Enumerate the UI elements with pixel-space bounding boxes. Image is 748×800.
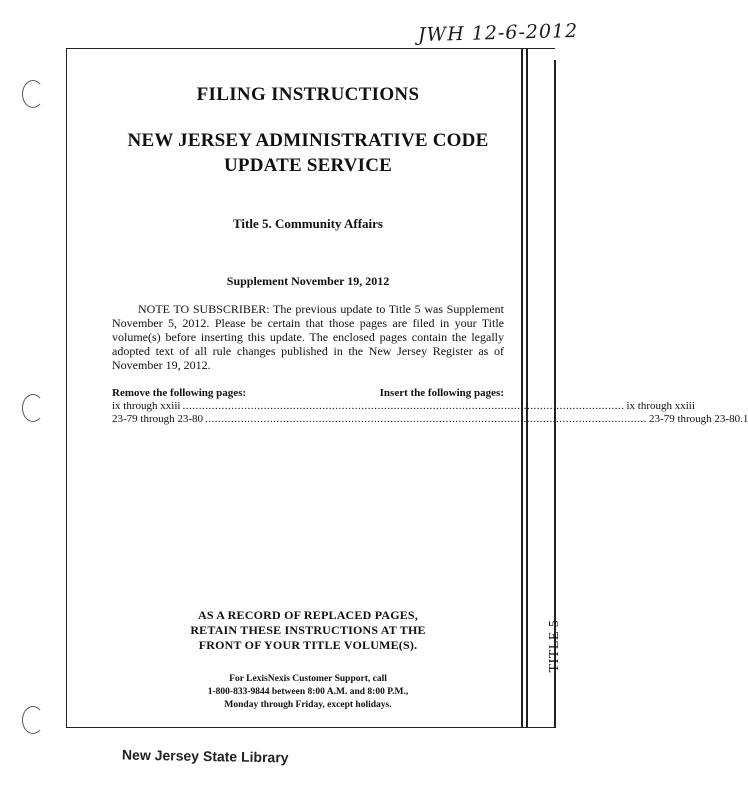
subscriber-note: NOTE TO SUBSCRIBER: The previous update to Title 5 was Supplement November 5, 2012. Please be certain that those pages are filed in your Title volume(s) before inserting this update. The enclosed pages contain the legally adopted text of all rule changes published in the New Jersey Register as of November 19, 2012. xyxy=(112,302,504,372)
document-body xyxy=(112,84,748,426)
spine-tab-label: TITLE 5 xyxy=(547,619,562,673)
insert-pages-header: Insert the following pages: xyxy=(379,387,504,399)
record-line: FRONT OF YOUR TITLE VOLUME(S). xyxy=(198,638,418,652)
tab-divider-line xyxy=(526,48,528,728)
record-line: AS A RECORD OF REPLACED PAGES, xyxy=(197,608,419,622)
document-subtitle: Title 5. Community Affairs xyxy=(233,216,383,231)
binder-hole-icon xyxy=(22,706,44,734)
support-line: Monday through Friday, except holidays. xyxy=(224,700,392,710)
record-line: RETAIN THESE INSTRUCTIONS AT THE xyxy=(190,623,426,637)
code-title-line: NEW JERSEY ADMINISTRATIVE CODE xyxy=(127,130,489,151)
support-line: For LexisNexis Customer Support, call xyxy=(229,674,387,684)
binder-hole-icon xyxy=(22,394,44,422)
document-title: FILING INSTRUCTIONS xyxy=(196,84,420,105)
table-row xyxy=(112,400,695,413)
page-table-header xyxy=(112,387,504,400)
remove-pages-cell: 23-79 through 23-80 xyxy=(112,413,204,425)
record-instructions xyxy=(112,608,504,712)
support-line: 1-800-833-9844 between 8:00 A.M. and 8:00 P.M., xyxy=(207,687,409,697)
dot-leader: ........................................................................................................................................ xyxy=(182,400,625,412)
customer-support-info xyxy=(112,673,504,712)
library-stamp: New Jersey State Library xyxy=(121,746,289,766)
page-replacement-table xyxy=(112,387,748,426)
handwritten-annotation: JWH 12-6-2012 xyxy=(417,19,579,47)
remove-pages-header: Remove the following pages: xyxy=(112,387,247,399)
tab-divider-line xyxy=(521,48,523,728)
dot-leader: ........................................................................................................................................ xyxy=(205,413,648,425)
remove-pages-cell: ix through xxiii xyxy=(112,400,181,412)
binder-hole-icon xyxy=(22,80,44,108)
table-row xyxy=(112,413,748,426)
code-title-line: UPDATE SERVICE xyxy=(223,155,393,176)
code-title xyxy=(112,128,504,178)
record-notice xyxy=(112,608,504,653)
insert-pages-cell: ix through xxiii xyxy=(626,400,695,412)
insert-pages-cell: 23-79 through 23-80.1 xyxy=(649,413,748,425)
supplement-date: Supplement November 19, 2012 xyxy=(226,274,390,288)
